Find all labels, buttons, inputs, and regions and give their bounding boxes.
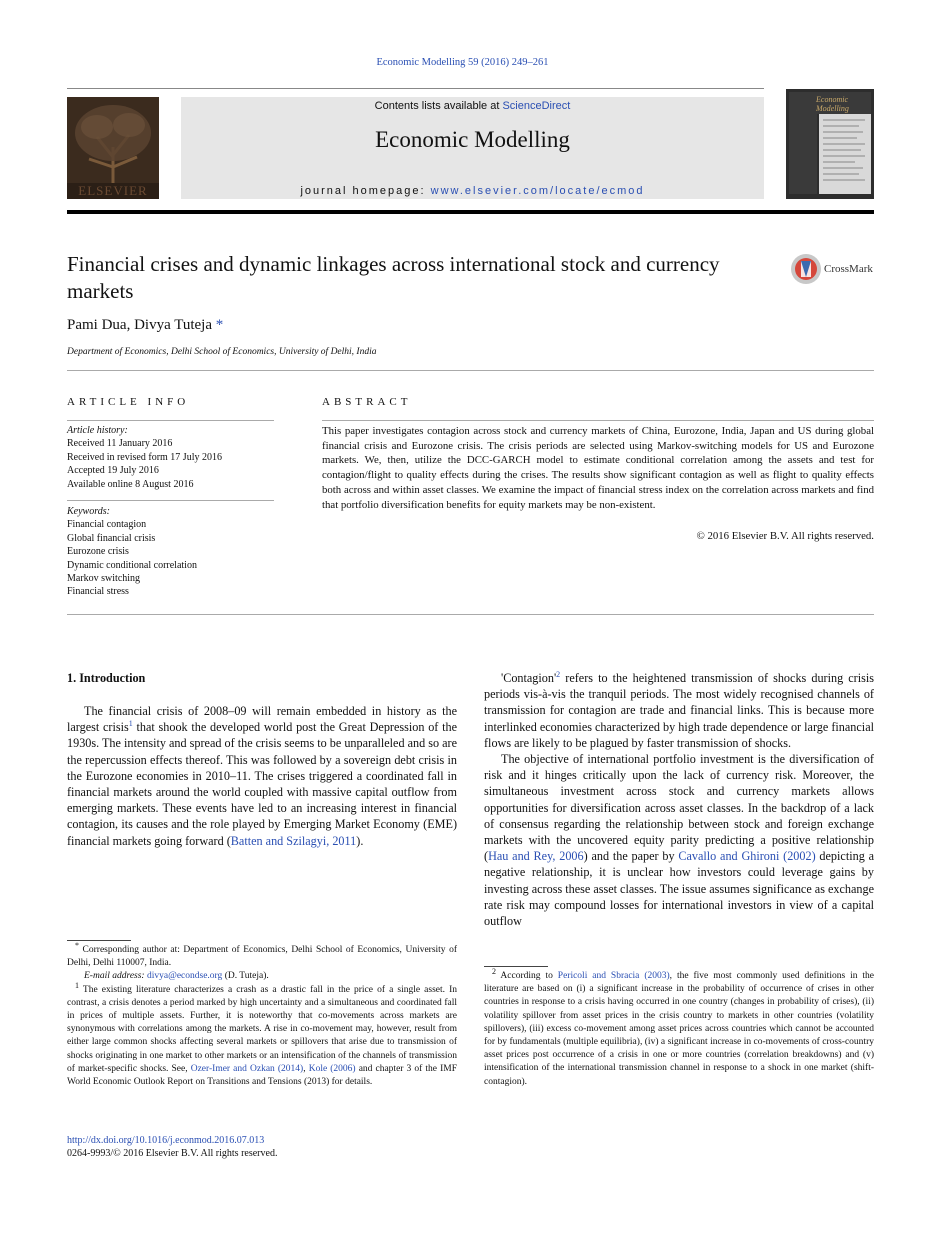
citation-kole[interactable]: Kole (2006) bbox=[308, 1063, 356, 1074]
footnotes-left bbox=[67, 940, 458, 1089]
keyword-item: Financial stress bbox=[67, 586, 129, 598]
email-name: (D. Tuteja). bbox=[222, 971, 269, 982]
crossmark-label: CrossMark bbox=[824, 263, 873, 275]
fn2-text-a: According to bbox=[500, 971, 558, 981]
doi-link[interactable]: http://dx.doi.org/10.1016/j.econmod.2016.07.013 bbox=[67, 1135, 265, 1146]
history-received: Received 11 January 2016 bbox=[67, 438, 173, 450]
journal-reference-link[interactable]: Economic Modelling 59 (2016) 249–261 bbox=[376, 57, 549, 68]
homepage-line bbox=[181, 185, 764, 197]
citation-ozer-imer-ozkan[interactable]: Ozer-Imer and Ozkan (2014) bbox=[190, 1063, 304, 1074]
citation-cavallo-ghironi[interactable]: Cavallo and Ghironi (2002) bbox=[678, 849, 816, 864]
header-divider bbox=[67, 88, 764, 89]
journal-banner bbox=[181, 97, 764, 199]
p1-text-a: The financial crisis of 2008–09 will remain embedded in history as the largest crisis bbox=[67, 704, 457, 735]
cover-title: Economic Modelling bbox=[816, 95, 849, 113]
affiliation: Department of Economics, Delhi School of Economics, University of Delhi, India bbox=[67, 347, 377, 357]
page-footer bbox=[67, 1134, 277, 1161]
issn-line: 0264-9993/© 2016 Elsevier B.V. All rights reserved. bbox=[67, 1148, 278, 1160]
section-heading-introduction: 1. Introduction bbox=[67, 671, 146, 685]
corresponding-author-link[interactable]: * bbox=[215, 317, 224, 333]
keyword-item: Financial contagion bbox=[67, 519, 147, 531]
author-names: Pami Dua, Divya Tuteja bbox=[67, 317, 212, 333]
article-info-rule bbox=[67, 420, 274, 421]
article-info-heading: ARTICLE INFO bbox=[67, 396, 190, 408]
keywords bbox=[67, 505, 274, 599]
keyword-item: Dynamic conditional correlation bbox=[67, 559, 197, 571]
intro-paragraph-1 bbox=[67, 703, 457, 849]
fn1-text-b: and chapter 3 of the IMF World Economic Outlook Report on Transitions and Tensions (2013) for details. bbox=[67, 1063, 458, 1088]
p3-text-c: depicting a negative relationship, it is unclear how investors could leverage gains by investing across these asset classes. The issue assumes significance as exchange rate risk may compound losses for international investors in view of a capital outflow bbox=[484, 849, 874, 929]
history-accepted: Accepted 19 July 2016 bbox=[67, 465, 159, 477]
journal-cover bbox=[786, 89, 874, 199]
citation-batten-szilagyi[interactable]: Batten and Szilagyi, 2011 bbox=[230, 833, 357, 848]
journal-name: Economic Modelling bbox=[375, 127, 570, 152]
footnote-1-link[interactable]: 1 bbox=[128, 719, 133, 729]
elsevier-wordmark: ELSEVIER bbox=[78, 183, 148, 198]
cover-contents-panel bbox=[819, 114, 871, 194]
keywords-label: Keywords: bbox=[67, 506, 110, 517]
intro-right-column bbox=[484, 670, 874, 929]
abstract-divider bbox=[67, 614, 874, 615]
elsevier-logo bbox=[67, 97, 159, 199]
article-title: Financial crises and dynamic linkages across international stock and currency markets bbox=[67, 252, 720, 303]
footnote-2-mark: 2 bbox=[492, 966, 496, 976]
p3-text-b: ) and the paper by bbox=[583, 849, 679, 864]
contents-prefix: Contents lists available at bbox=[374, 100, 503, 112]
footnote-1-mark: 1 bbox=[75, 980, 79, 990]
abstract-copyright: © 2016 Elsevier B.V. All rights reserved. bbox=[696, 530, 874, 542]
homepage-prefix: journal homepage: bbox=[300, 185, 431, 197]
p3-text-a: The objective of international portfolio investment is the diversification of risk and it hinges critically upon the lack of currency risk. Moreover, the simultaneous investment across stock and currency markets allows opportunities for diversification across asset classes. In the backdrop of a lack of consensus regarding the relationship between stock and foreign exchange markets with the uncovered equity parity predicting a positive relationship ( bbox=[484, 752, 874, 864]
keywords-rule bbox=[67, 500, 274, 501]
fn1-text-a: The existing literature characterizes a crash as a drastic fall in the price of a single asset. In contrast, a crisis denotes a period marked by high uncertainty and a simultaneous and coordinated fall in prices of multiple assets. Further, it is noteworthy that co-movements across markets are synonymous with correlations among the markets. A rise in co-movement may, however, result from either large common shocks affecting several markets or spillovers that arise due to transmission of shocks originating in one market to other markets or an intensification of the channels of transmission of market-specific shocks. See, bbox=[67, 984, 457, 1074]
history-label: Article history: bbox=[67, 425, 128, 436]
cover-sidebar bbox=[789, 114, 817, 194]
corr-text: Corresponding author at: Department of Economics, Delhi School of Economics, University of Delhi, Delhi 110007, India. bbox=[67, 945, 458, 969]
history-online: Available online 8 August 2016 bbox=[67, 478, 194, 490]
p1-text-end: ). bbox=[356, 833, 364, 848]
email-label: E-mail address: bbox=[84, 971, 147, 982]
abstract-heading: ABSTRACT bbox=[322, 396, 412, 408]
article-history bbox=[67, 424, 274, 491]
authors bbox=[67, 317, 223, 334]
keyword-item: Markov switching bbox=[67, 573, 141, 585]
keyword-item: Global financial crisis bbox=[67, 532, 156, 544]
sciencedirect-link[interactable]: ScienceDirect bbox=[502, 100, 571, 112]
crossmark-icon bbox=[790, 253, 824, 287]
contents-line bbox=[181, 100, 764, 112]
title-divider bbox=[67, 370, 874, 371]
abstract-text: This paper investigates contagion across stock and currency markets of China, Eurozone, India, Japan and US during global financial crisis and Eurozone crisis. The crisis periods are selected using Markov-switching models for US and Eurozone markets. We, then, utilize the DCC-GARCH model to estimate conditional correlation among the assets and test for contagion/flight to quality effects during the crises. The results show significant contagion as well as flight to quality effects both across and within asset classes. We examine the impact of financial stress index on the correlation across markets and find that portfolio diversification benefits for equity markets may be non-existent. bbox=[322, 425, 874, 511]
corr-mark: * bbox=[75, 940, 79, 950]
fn2-text-b: , the five most commonly used definitions in the literature are based on (i) a significant increase in the probability of occurrence of crises in other countries in response to a crisis having occurred in one country (changes in probability of crises), (ii) volatility spillover from asset prices in the crisis country to markets in other countries (volatility spillovers), (iii) excess co-movement among asset prices across countries which cannot be accounted for by fundamentals (multiple equilibria), (iv) a significant increase in co-movements of cross-country asset prices post occurrence of a crisis in one or more countries (correlation breakdowns) and (v) intensification of the international transmission channel in response to a shock in one market (shift-contagion). bbox=[484, 971, 875, 1087]
crossmark-badge[interactable] bbox=[790, 253, 880, 285]
homepage-link[interactable]: www.elsevier.com/locate/ecmod bbox=[430, 185, 645, 197]
keyword-item: Eurozone crisis bbox=[67, 546, 129, 558]
p1-text-b: that shook the developed world post the Great Depression of the 1930s. The intensity and spread of the crisis seems to be unparalleled and so are the repercussion effects thereof. This was followed by a sovereign debt crisis in the Eurozone economies in 2010–11. The crises triggered a coordinated fall in financial markets around the world coupled with massive capital outflow from emerging markets. These events have led to an increasing interest in financial contagion, its causes and the role played by Emerging Market Economy (EME) financial markets going forward ( bbox=[67, 720, 458, 848]
fn1-sep: , bbox=[303, 1063, 309, 1074]
abstract-rule bbox=[322, 420, 874, 421]
header-thick-rule bbox=[67, 210, 874, 214]
p2-text-a: 'Contagion' bbox=[501, 671, 557, 685]
history-revised: Received in revised form 17 July 2016 bbox=[67, 451, 222, 463]
footnote-2-link[interactable]: 2 bbox=[556, 669, 561, 679]
cover-text-lines-icon bbox=[819, 114, 871, 194]
email-link[interactable]: divya@econdse.org bbox=[146, 971, 223, 982]
citation-pericoli-sbracia[interactable]: Pericoli and Sbracia (2003) bbox=[557, 971, 670, 981]
journal-reference[interactable] bbox=[0, 57, 925, 68]
footnotes-right bbox=[484, 966, 875, 1089]
p2-text-b: refers to the heightened transmission of shocks during crisis periods vis-à-vis the tranquil periods. The most widely recognised channels of transmission for contagion are trade and financial links. This is because more interlinked economies characterized by high trade dependence or large financial flows are likely to be plagued by faster transmission of shocks. bbox=[484, 671, 874, 750]
citation-hau-rey[interactable]: Hau and Rey, 2006 bbox=[488, 849, 584, 864]
